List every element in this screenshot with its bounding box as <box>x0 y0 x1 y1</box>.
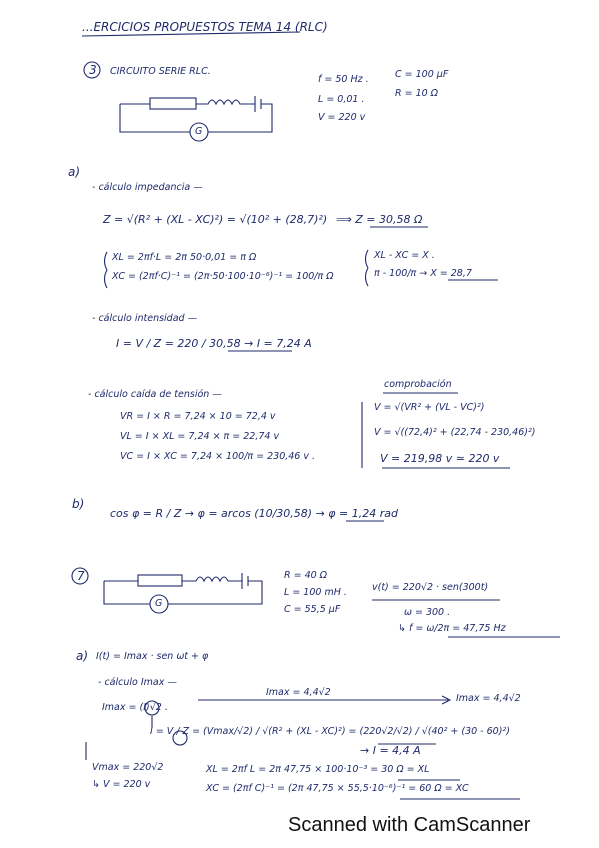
voltage-function: v(t) = 220√2 · sen(300t) <box>372 582 489 593</box>
ex7-part-a-label: a) <box>76 649 89 663</box>
xl-result: XL = 2πf L = 2π 47,75 × 100·10⁻³ = 30 Ω = XL <box>206 764 430 775</box>
impedance-result: ⟹ Z = 30,58 Ω <box>336 213 423 226</box>
page-title: ...ERCICIOS PROPUESTOS TEMA 14 (RLC) <box>82 20 328 34</box>
vl-calculation: VL = I × XL = 7,24 × π = 22,74 v <box>120 431 280 442</box>
phase-angle-formula: cos φ = R / Z → φ = arcos (10/30,58) → φ = 1,24 rad <box>110 507 398 520</box>
imax-arrow-label: Imax = 4,4√2 <box>266 687 331 698</box>
reactance-relation: XL - XC = X . <box>374 250 435 261</box>
param-frequency: f = 50 Hz . <box>318 74 369 85</box>
param-voltage: V = 220 v <box>318 112 366 123</box>
scanner-watermark: Scanned with CamScanner <box>288 814 531 836</box>
imax-result: Imax = 4,4√2 <box>456 693 521 704</box>
vc-calculation: VC = I × XC = 7,24 × 100/π = 230,46 v . <box>120 451 316 462</box>
part-b-label: b) <box>72 497 85 511</box>
xl-calculation: XL = 2πf·L = 2π 50·0,01 = π Ω <box>112 252 257 263</box>
voltage-drop-heading: - cálculo caída de tensión — <box>88 389 222 400</box>
circuit-2-diagram <box>104 573 262 613</box>
exercise-3-title: CIRCUITO SERIE RLC. <box>110 66 211 77</box>
vmax-value: Vmax = 220√2 <box>92 762 164 773</box>
reactance-result: π - 100/π → X = 28,7 <box>374 268 472 279</box>
intensity-heading: - cálculo intensidad — <box>92 313 198 324</box>
check-result: V = 219,98 v ≃ 220 v <box>380 452 500 465</box>
impedance-formula: Z = √(R² + (XL - XC)²) = √(10² + (28,7)²) <box>103 213 328 226</box>
intensity-formula: I = V / Z = 220 / 30,58 → I = 7,24 A <box>116 337 312 350</box>
angular-frequency: ω = 300 . <box>404 607 451 618</box>
vrms-value: ↳ V = 220 v <box>92 779 151 790</box>
impedance-heading: - cálculo impedancia — <box>92 182 203 193</box>
param-r: R = 40 Ω <box>284 570 327 581</box>
param-capacitance: C = 100 µF <box>395 69 449 80</box>
xc-calculation: XC = (2πf·C)⁻¹ = (2π·50·100·10⁻⁶)⁻¹ = 100/π Ω <box>112 271 334 282</box>
exercise-3-number: 3 <box>89 63 97 77</box>
ohm-law-expression: I = V / Z = (Vmax/√2) / √(R² + (XL - XC)²) = (220√2/√2) / √(40² + (30 - 60)²) <box>150 726 510 737</box>
part-a-label: a) <box>68 165 81 179</box>
imax-expression: Imax = (I)√2 . <box>102 702 168 713</box>
param-inductance: L = 0,01 . <box>318 94 365 105</box>
xc-result: XC = (2πf C)⁻¹ = (2π 47,75 × 55,5·10⁻⁶)⁻¹ = 60 Ω = XC <box>206 783 469 794</box>
exercise-7-number: 7 <box>77 569 85 583</box>
current-function: I(t) = Imax · sen ωt + φ <box>96 651 209 662</box>
check-substitution: V = √((72,4)² + (22,74 - 230,46)²) <box>374 427 536 438</box>
check-title: comprobación <box>384 379 452 390</box>
circuit-1-source-label: G <box>195 126 203 137</box>
param-l: L = 100 mH . <box>284 587 347 598</box>
param-c: C = 55,5 µF <box>284 604 341 615</box>
param-resistance: R = 10 Ω <box>395 88 438 99</box>
current-result: → I = 4,4 A <box>360 744 421 757</box>
circuit-2-source-label: G <box>155 598 163 609</box>
check-formula: V = √(VR² + (VL - VC)²) <box>374 402 485 413</box>
imax-heading: - cálculo Imax — <box>98 677 177 688</box>
frequency-result: ↳ f = ω/2π = 47,75 Hz <box>398 623 506 634</box>
vr-calculation: VR = I × R = 7,24 × 10 = 72,4 v <box>120 411 276 422</box>
